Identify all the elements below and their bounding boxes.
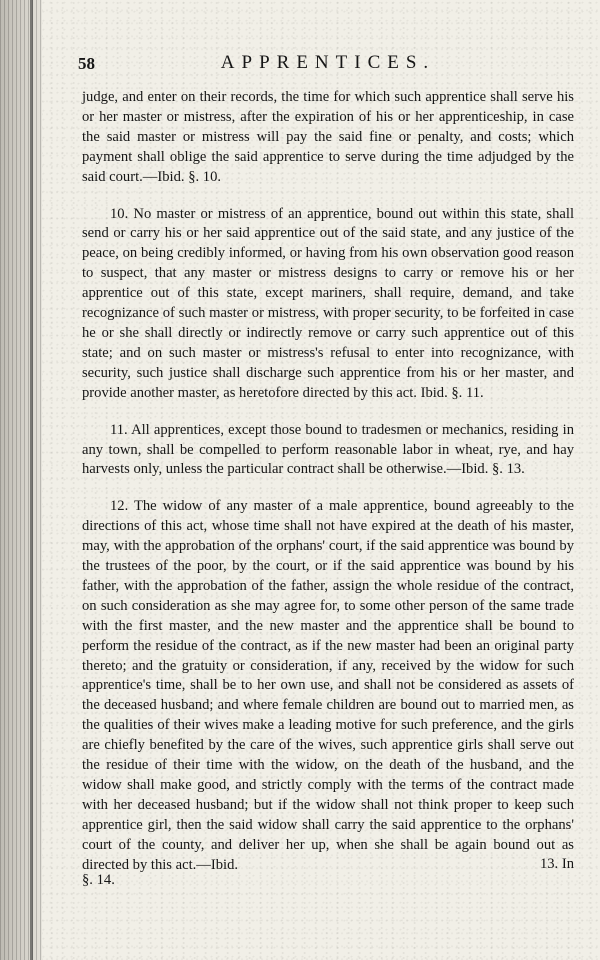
binding-fold-line bbox=[30, 0, 33, 960]
paragraph-section-11: 11. All apprentices, except those bound to tradesmen or mechanics, residing in any town, shall be compelled to perform reasonable labor in wheat, rye, and hay harvests only, unless the particular contract shall be otherwise.—Ibid. §. 13. bbox=[82, 421, 574, 478]
catchword: 13. In bbox=[539, 856, 574, 872]
running-head: APPRENTICES. bbox=[220, 52, 436, 73]
book-gutter bbox=[0, 0, 42, 960]
page-number: 58 bbox=[78, 54, 95, 73]
paragraph-section-10: 10. No master or mistress of an apprentice, bound out within this state, shall send or carry his or her said apprentice out of the said state, and any justice of the peace, on being credibly informed, or having from his own observation good reason to suspect, that any master or mistress designs to carry or remove his or her apprentice out of this state, except mariners, shall require, demand, and take recognizance of such master or mistress, with proper security, to be forfeited in case he or she shall directly or indirectly remove or carry such apprentice out of this state; and on such master or mistress's refusal to enter into recognizance, with security, such justice shall discharge such apprentice from his or her master, and provide another master, as heretofore directed by this act. Ibid. §. 11. bbox=[82, 205, 574, 401]
paragraph-section-12: 12. The widow of any master of a male apprentice, bound agreeably to the directions of this act, whose time shall not have expired at the death of his master, may, with the approbation of the orphans' court, if the said apprentice was bound by the trustees of the poor, by the court, or if the said apprentice was bound by his father, with the approbation of the father, assign the whole residue of the contract, on such consideration as she may agree for, to some other person of the same trade with the first master, and the new master and the apprentice shall be bound to perform the residue of the contract, as if the new master had been an original party thereto; and the gratuity or consideration, if any, received by the widow for such apprentice's time, shall be to her own use, and shall not be considered as assets of the deceased husband; and where female children are bound out to married men, as the qualities of their wives make a leading motive for such preference, and the girls are chiefly benefited by the care of the wives, such apprentice girls shall serve out the residue of their time with the widow, on the death of the husband, and the widow shall make good, and strictly comply with the terms of the contract made with her deceased husband; but if the widow shall not think proper to keep such apprentice girl, then the said widow shall carry the said apprentice to the orphans' court of the county, and deliver her up, when she shall be again bound out as directed by this act.—Ibid. bbox=[82, 498, 574, 873]
page-header bbox=[78, 50, 578, 78]
paragraph-continued: judge, and enter on their records, the time for which such apprentice shall serve his or her master or mistress, after the expiration of his or her apprenticeship, in case the said master or mistress will pay the said fine or penalty, and costs; which payment shall oblige the said apprentice to serve during the time adjudged by the said court.—Ibid. §. 10. bbox=[82, 89, 574, 185]
section-reference: §. 14. bbox=[82, 872, 115, 888]
body-text bbox=[82, 88, 574, 876]
